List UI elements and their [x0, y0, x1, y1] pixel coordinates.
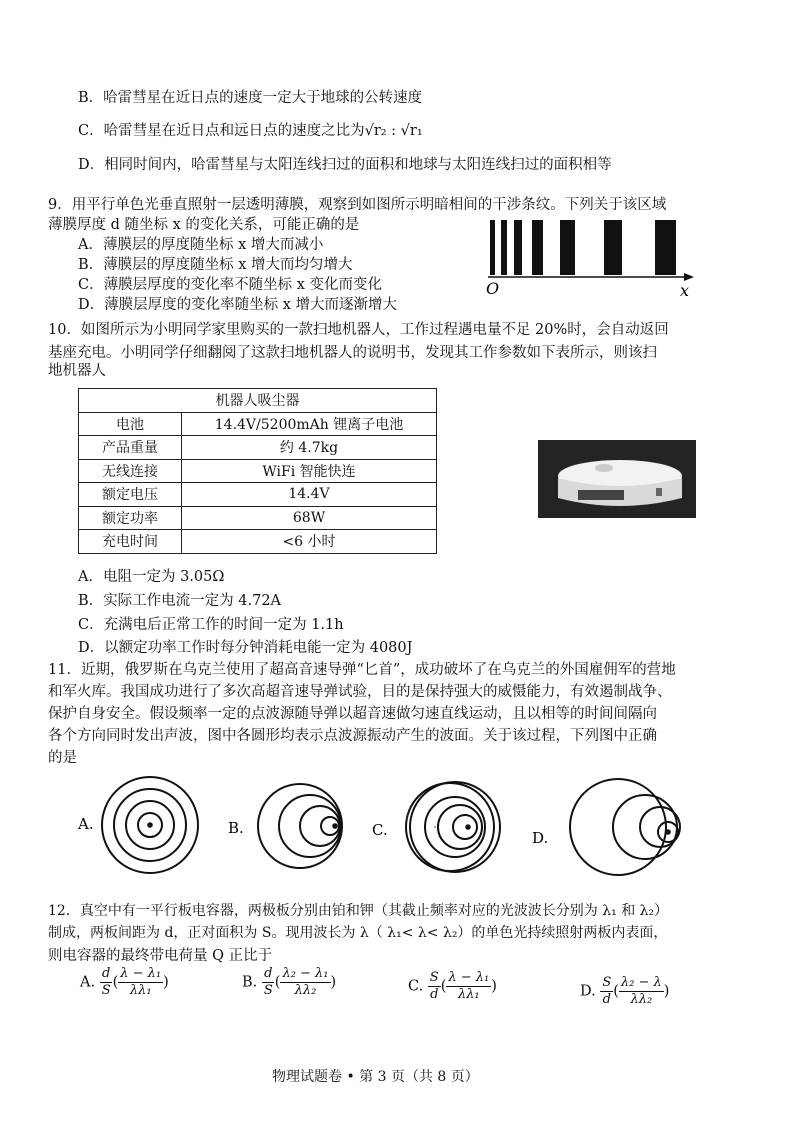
q9-option-a: A．薄膜层的厚度随坐标 x 增大而减小: [78, 237, 324, 253]
frac-denominator: d: [430, 987, 439, 1002]
q11-stem-line2: 和军火库。我国成功进行了多次高超音速导弹试验，目的是保持强大的威慑能力，有效遏制战争、: [48, 684, 672, 700]
frac-denominator: d: [602, 992, 611, 1007]
q10-option-c: C．充满电后正常工作的时间一定为 1.1h: [78, 617, 344, 633]
q12-option-b: B. $\frac{d}{S}$ ( $\frac{\text{λ₂ − λ₁}}{\text{λλ₂}}$ ): [242, 966, 337, 998]
option-label: C.: [408, 978, 424, 995]
q12-stem-line3: 则电容器的最终带电荷量 Q 正比于: [48, 948, 273, 964]
interference-fringes-figure: [480, 212, 710, 302]
q8-option-b: B．哈雷彗星在近日点的速度一定大于地球的公转速度: [78, 90, 423, 106]
axis-origin-label: O: [486, 279, 500, 298]
option-label: B.: [242, 974, 258, 991]
q8-option-c-math: √r₂ : √r₁: [364, 123, 423, 139]
spec-table-title: 机器人吸尘器: [79, 389, 437, 413]
q9-stem-line1: 9．用平行单色光垂直照射一层透明薄膜，观察到如图所示明暗相间的干涉条纹。下列关于该区域: [48, 197, 667, 213]
q8-option-c-text: C．哈雷彗星在近日点和远日点的速度之比为: [78, 123, 365, 139]
q12-stem-line1: 12．真空中有一平行板电容器，两极板分别由铂和钾（其截止频率对应的光波波长分别为 λ₁ 和 λ₂）: [48, 903, 669, 919]
q12-option-c: C. $\frac{S}{d}$ ( $\frac{\text{λ − λ₁}}{\text{λλ₁}}$ ): [408, 970, 497, 1002]
spec-table: [78, 388, 437, 554]
frac-denominator: S: [101, 983, 111, 998]
spec-key: 充电时间: [79, 530, 182, 554]
q11-stem-line3: 保护自身安全。假设频率一定的点波源随导弹以超音速做匀速直线运动，且以相等的时间间隔向: [48, 706, 657, 722]
wavefront-diagrams: [70, 775, 710, 885]
q8-option-c: [78, 119, 423, 140]
wave-source-d: [665, 829, 671, 835]
q10-stem-line2: 基座充电。小明同学仔细翻阅了这款扫地机器人的说明书，发现其工作参数如下表所示，则该扫: [48, 345, 657, 361]
frac-denominator: λλ₂: [294, 983, 317, 998]
spec-value: 约 4.7kg: [182, 436, 437, 460]
frac-numerator: S: [602, 975, 612, 990]
frac-numerator: S: [429, 970, 439, 985]
frac-numerator: λ₂ − λ: [620, 975, 662, 990]
fringe-dark-4: [532, 220, 543, 275]
lidar-cap: [595, 464, 613, 472]
q12-option-a: A. $\frac{d}{S}$ ( $\frac{\text{λ − λ₁}}{\text{λλ₁}}$ ): [80, 966, 169, 998]
table-row: [79, 436, 437, 460]
fringe-dark-1: [490, 220, 495, 275]
spec-value: 14.4V/5200mAh 锂离子电池: [182, 412, 437, 436]
q12-option-d: D. $\frac{S}{d}$ ( $\frac{\text{λ₂ − λ}}{\text{λλ₂}}$ ): [580, 975, 670, 1007]
spec-key: 产品重量: [79, 436, 182, 460]
wavefront-label-a: A.: [78, 815, 94, 833]
page-footer: 物理试题卷 • 第 3 页（共 8 页）: [272, 1069, 479, 1085]
x-axis-arrow: [684, 273, 694, 281]
table-row: [79, 459, 437, 483]
wavefront-label-d: D.: [532, 829, 549, 847]
q8-option-d: D．相同时间内，哈雷彗星与太阳连线扫过的面积和地球与太阳连线扫过的面积相等: [78, 157, 612, 173]
spec-key: 电池: [79, 412, 182, 436]
table-row: [79, 506, 437, 530]
q10-stem-line1: 10．如图所示为小明同学家里购买的一款扫地机器人，工作过程遇电量不足 20%时，会自动返回: [48, 322, 669, 338]
robot-bumper-window: [578, 490, 624, 500]
wave-source-c: [465, 824, 471, 830]
spec-key: 无线连接: [79, 459, 182, 483]
q12-stem-line2: 制成，两板间距为 d，正对面积为 S。现用波长为 λ（ λ₁< λ< λ₂）的单色光持续照射两板内表面，: [48, 925, 668, 941]
wave-source-a: [147, 822, 153, 828]
q9-option-c: C．薄膜层厚度的变化率不随坐标 x 变化而变化: [78, 277, 382, 293]
spec-value: WiFi 智能快连: [182, 459, 437, 483]
fringe-dark-5: [560, 220, 575, 275]
wavefront-diagram-c: [410, 782, 500, 872]
fringe-dark-7: [655, 220, 676, 275]
option-label: A.: [80, 974, 96, 991]
fringe-dark-2: [501, 220, 507, 275]
q11-stem-line5: 的是: [48, 750, 77, 766]
spec-key: 额定电压: [79, 483, 182, 507]
q9-option-b: B．薄膜层的厚度随坐标 x 增大而均匀增大: [78, 257, 353, 273]
fringe-dark-3: [514, 220, 522, 275]
spec-key: 额定功率: [79, 506, 182, 530]
frac-denominator: S: [263, 983, 273, 998]
q10-option-a: A．电阻一定为 3.05Ω: [78, 569, 225, 585]
wavefront-diagram-b: [258, 784, 342, 868]
q11-stem-line4: 各个方向同时发出声波，图中各圆形均表示点波源振动产生的波面。关于该过程，下列图中正确: [48, 728, 657, 744]
table-row: [79, 483, 437, 507]
option-label: D.: [580, 983, 596, 1000]
axis-x-label: x: [680, 281, 690, 300]
frac-denominator: λλ₁: [457, 987, 480, 1002]
frac-denominator: λλ₁: [129, 983, 152, 998]
frac-numerator: λ − λ₁: [448, 970, 490, 985]
q10-option-b: B．实际工作电流一定为 4.72A: [78, 593, 282, 609]
spec-value: <6 小时: [182, 530, 437, 554]
fringe-dark-6: [604, 220, 622, 275]
wave-source-b: [332, 823, 338, 829]
wavefront-diagram-d: [570, 779, 680, 875]
q10-stem-line3: 地机器人: [48, 363, 106, 379]
frac-numerator: d: [101, 966, 111, 981]
q11-stem-line1: 11．近期，俄罗斯在乌克兰使用了超高音速导弹“匕首”，成功破坏了在乌克兰的外国雇佣军的营地: [48, 662, 676, 678]
frac-numerator: λ − λ₁: [120, 966, 162, 981]
wavefront-label-b: B.: [228, 819, 244, 837]
frac-numerator: d: [264, 966, 273, 981]
q9-option-d: D．薄膜层厚度的变化率随坐标 x 增大而逐渐增大: [78, 297, 398, 313]
table-row: [79, 412, 437, 436]
frac-numerator: λ₂ − λ₁: [282, 966, 329, 981]
table-row: [79, 530, 437, 554]
wavefront-label-c: C.: [372, 821, 388, 839]
q9-stem-line2: 薄膜厚度 d 随坐标 x 的变化关系，可能正确的是: [48, 217, 360, 233]
frac-denominator: λλ₂: [630, 992, 653, 1007]
spec-value: 68W: [182, 506, 437, 530]
q10-option-d: D．以额定功率工作时每分钟消耗电能一定为 4080J: [78, 640, 413, 656]
spec-value: 14.4V: [182, 483, 437, 507]
robot-vacuum-photo: [538, 440, 696, 518]
